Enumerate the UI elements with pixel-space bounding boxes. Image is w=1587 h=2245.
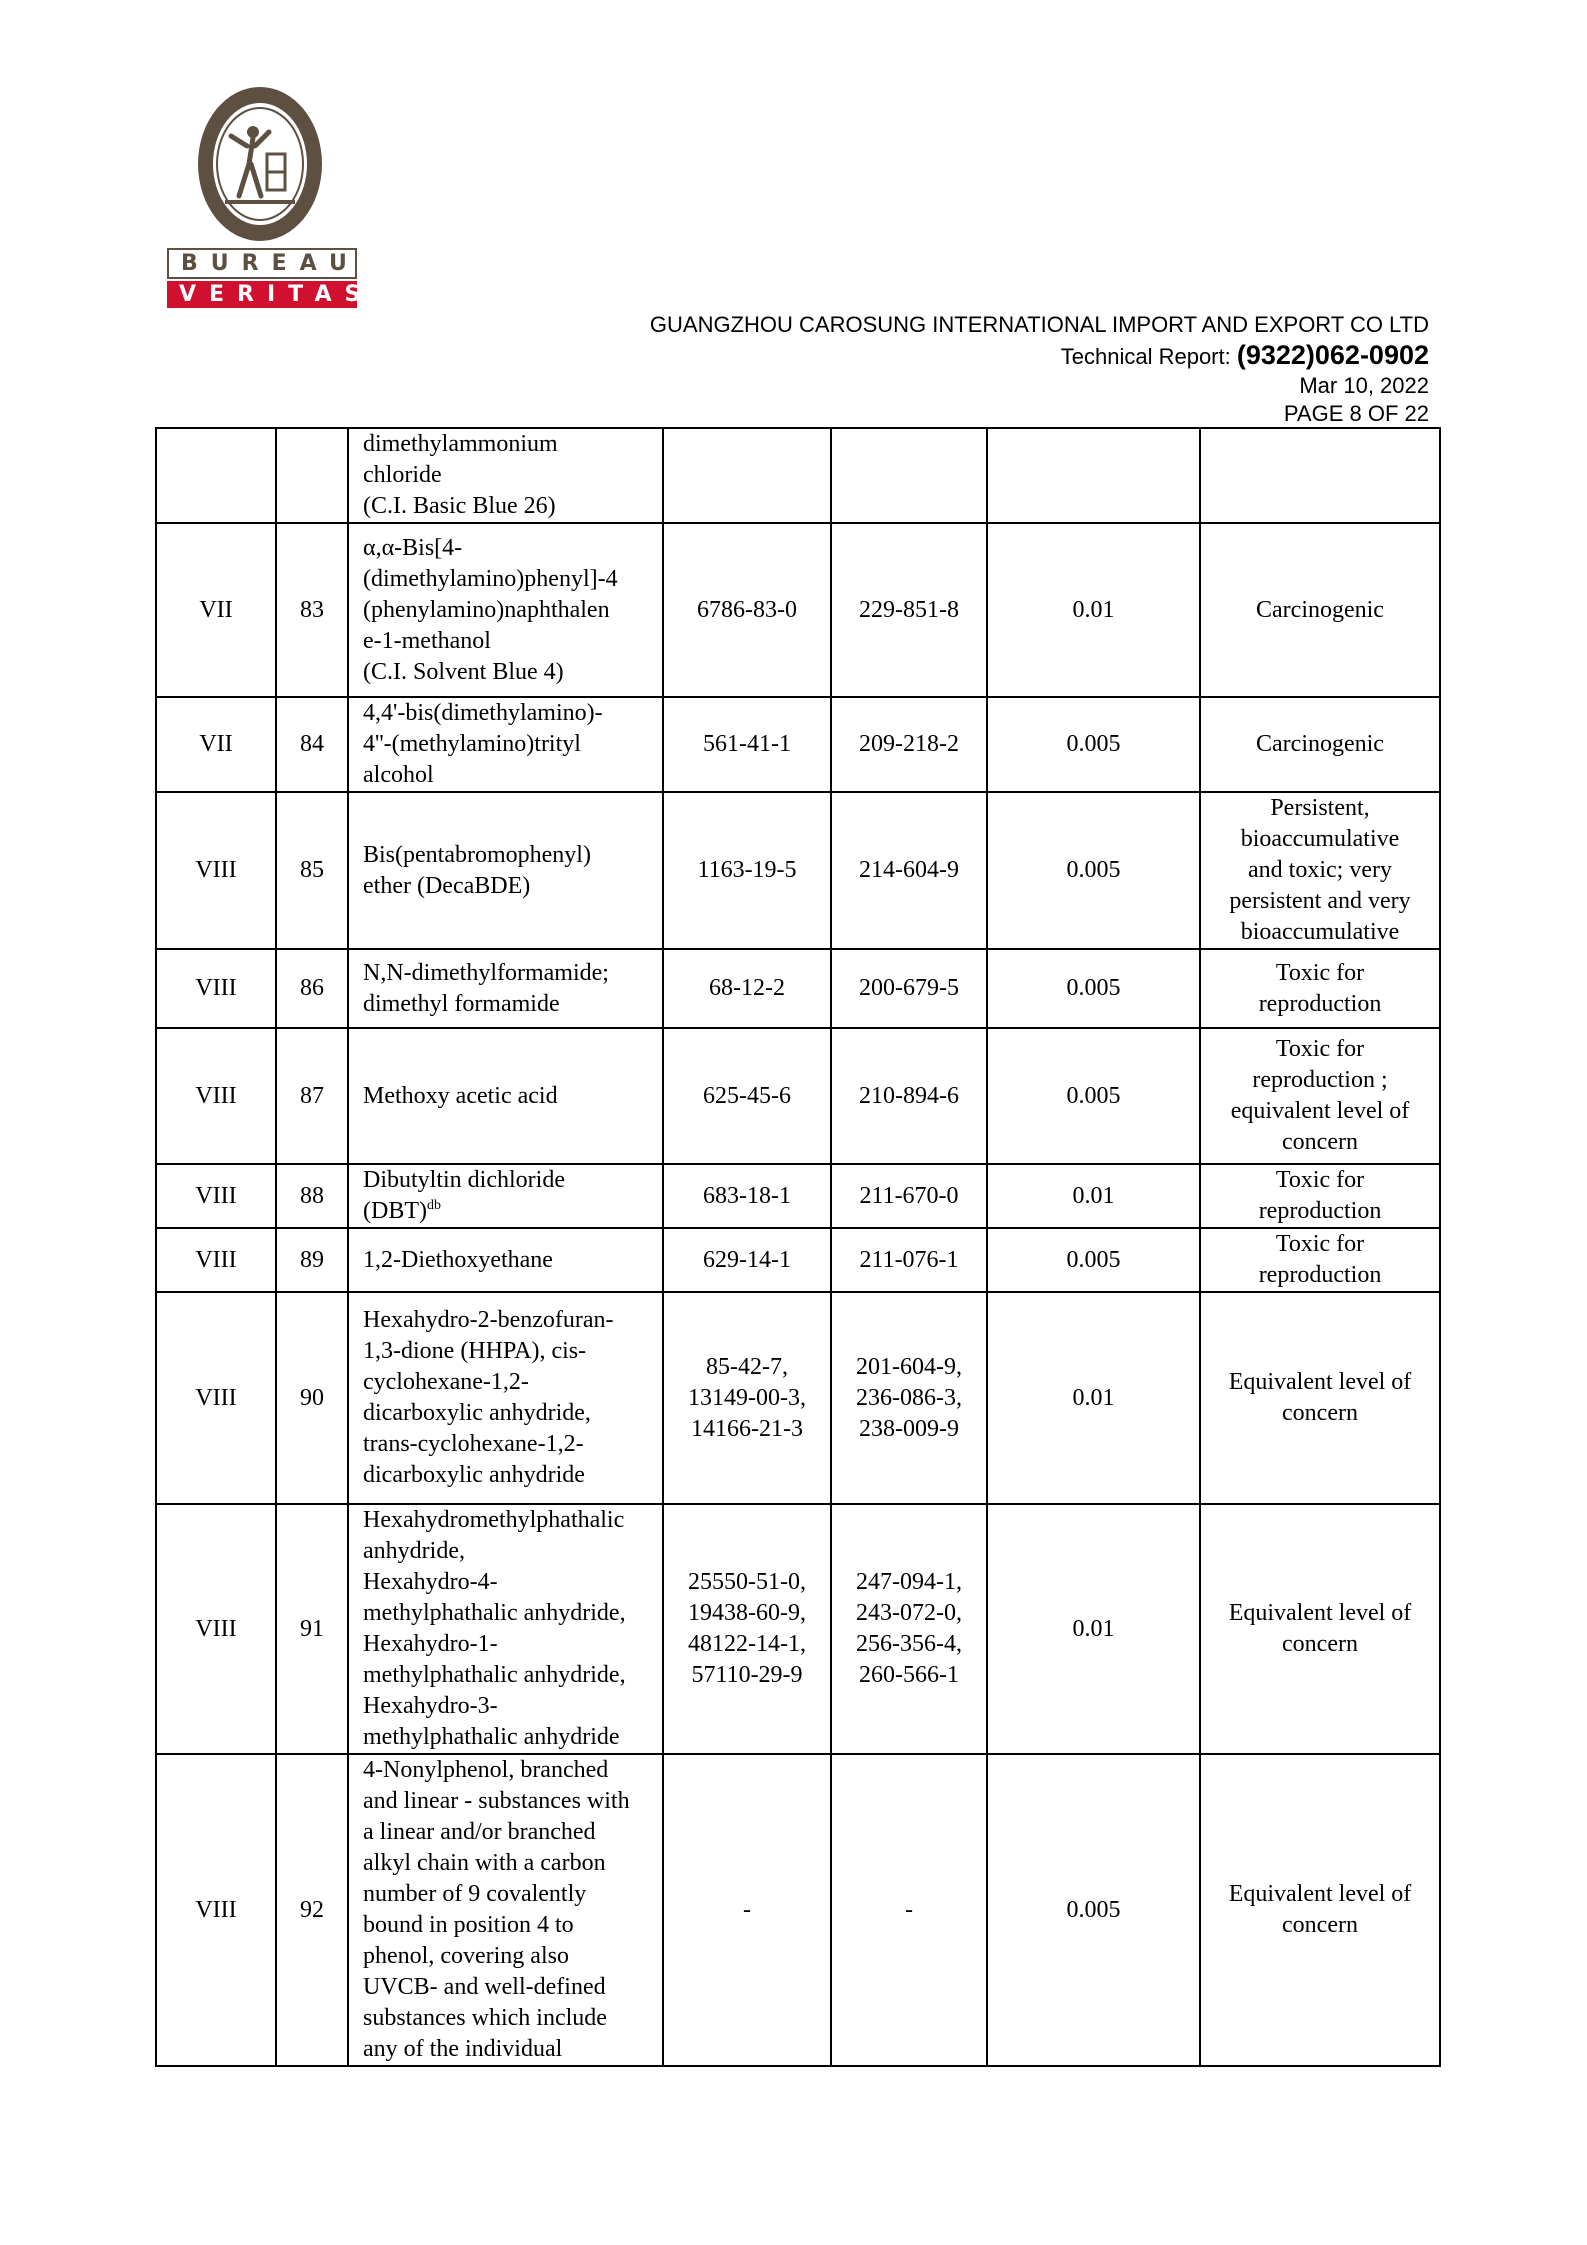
item-number-cell: 89	[276, 1228, 348, 1292]
reason-cell-line: Toxic for	[1275, 959, 1365, 986]
table-row	[156, 1504, 1440, 1754]
substance-name-cell-line: dicarboxylic anhydride,	[363, 1400, 591, 1426]
seal-icon	[195, 84, 325, 244]
substance-name-cell-line: Hexahydro-3-	[363, 1693, 498, 1719]
reason-cell-line: concern	[1282, 1912, 1358, 1938]
annex-group-cell: VIII	[156, 1754, 276, 2066]
report-label: Technical Report:	[1060, 344, 1237, 369]
reason-cell-line: Carcinogenic	[1256, 731, 1384, 757]
cas-number-cell	[663, 1504, 831, 1754]
item-number-cell: 92	[276, 1754, 348, 2066]
substance-name-cell-line: 4,4'-bis(dimethylamino)-	[363, 700, 603, 726]
cas-number-cell-line: 19438-60-9,	[688, 1600, 806, 1626]
annex-group-cell: VIII	[156, 1292, 276, 1504]
item-number-cell: 88	[276, 1164, 348, 1228]
item-number-cell: 84	[276, 697, 348, 792]
table-row	[156, 1754, 1440, 2066]
ec-number-cell-line: 211-076-1	[859, 1246, 959, 1273]
substance-name-cell-line: UVCB- and well-defined	[363, 1974, 606, 2000]
reason-cell-line: bioaccumulative	[1240, 919, 1400, 945]
ec-number-cell-line: 214-604-9	[859, 857, 959, 883]
substance-name-cell-line: any of the individual	[363, 2036, 563, 2062]
substance-name-cell-line: phenol, covering also	[363, 1943, 569, 1969]
reason-cell	[1200, 949, 1440, 1028]
ec-number-cell-line: 238-009-9	[859, 1415, 959, 1442]
substance-table	[155, 427, 1441, 2067]
report-date: Mar 10, 2022	[1299, 373, 1429, 398]
limit-cell: 0.005	[987, 1228, 1200, 1292]
substance-name-cell	[348, 1292, 663, 1504]
table-row	[156, 1164, 1440, 1228]
limit-cell: 0.01	[987, 1504, 1200, 1754]
substance-name-cell-line: Hexahydro-1-	[363, 1631, 498, 1657]
cas-number-cell-line: 68-12-2	[709, 975, 785, 1001]
item-number-cell	[276, 428, 348, 523]
ec-number-cell	[831, 792, 987, 949]
table-row	[156, 697, 1440, 792]
substance-name-cell-line: 1,2-Diethoxyethane	[363, 1246, 553, 1273]
ec-number-cell-line: 229-851-8	[859, 596, 959, 623]
ec-number-cell-line: 256-356-4,	[856, 1631, 962, 1657]
reason-cell-line: bioaccumulative	[1240, 826, 1400, 852]
wordmark-veritas: VERITAS	[167, 281, 357, 308]
substance-name-cell-line: anhydride,	[363, 1538, 465, 1564]
report-header	[650, 310, 1429, 428]
item-number-cell: 87	[276, 1028, 348, 1164]
substance-name-cell-line: number of 9 covalently	[363, 1881, 587, 1907]
cas-number-cell	[663, 428, 831, 523]
substance-name-cell-line: Hexahydromethylphathalic	[363, 1507, 625, 1533]
ec-number-cell	[831, 1228, 987, 1292]
substance-name-cell-line: methylphathalic anhydride,	[363, 1662, 626, 1688]
table-row	[156, 949, 1440, 1028]
annex-group-cell: VIII	[156, 1028, 276, 1164]
substance-name-cell-line: methylphathalic anhydride	[363, 1724, 620, 1750]
cas-number-cell	[663, 1292, 831, 1504]
reason-cell	[1200, 1228, 1440, 1292]
reason-cell-line: Toxic for	[1275, 1167, 1365, 1193]
ec-number-cell	[831, 1504, 987, 1754]
annex-group-cell: VII	[156, 697, 276, 792]
reason-cell-line: concern	[1282, 1129, 1358, 1155]
substance-name-cell-line: (C.I. Solvent Blue 4)	[363, 658, 564, 685]
page-number: PAGE 8 OF 22	[1283, 401, 1429, 426]
wordmark-bureau: BUREAU	[167, 248, 357, 279]
substance-name-cell-line: substances which include	[363, 2005, 607, 2031]
ec-number-cell-line: 247-094-1,	[856, 1569, 962, 1595]
substance-name-cell-line: alcohol	[363, 762, 434, 788]
annex-group-cell: VIII	[156, 949, 276, 1028]
reason-cell-line: and toxic; very	[1248, 857, 1392, 883]
substance-name-cell-line: dimethylammonium	[363, 431, 558, 457]
ec-number-cell	[831, 428, 987, 523]
reason-cell	[1200, 1754, 1440, 2066]
limit-cell: 0.01	[987, 1164, 1200, 1228]
ec-number-cell	[831, 523, 987, 697]
limit-cell: 0.005	[987, 792, 1200, 949]
cas-number-cell-line: 1163-19-5	[697, 857, 797, 883]
substance-name-cell	[348, 1504, 663, 1754]
ec-number-cell	[831, 1292, 987, 1504]
substance-name-cell-line: Methoxy acetic acid	[363, 1082, 558, 1109]
cas-number-cell	[663, 1164, 831, 1228]
cas-number-cell-line: 14166-21-3	[691, 1415, 803, 1442]
substance-name-cell-line: cyclohexane-1,2-	[363, 1369, 529, 1395]
annex-group-cell: VII	[156, 523, 276, 697]
table-row	[156, 523, 1440, 697]
substance-name-cell-line: alkyl chain with a carbon	[363, 1850, 606, 1876]
substance-name-cell-line: α,α-Bis[4-	[363, 534, 463, 561]
table-row	[156, 1028, 1440, 1164]
reason-cell-line: reproduction	[1258, 990, 1382, 1017]
substance-name-cell-line: (dimethylamino)phenyl]-4	[363, 565, 618, 592]
cas-number-cell	[663, 1754, 831, 2066]
substance-name-cell-line: trans-cyclohexane-1,2-	[363, 1431, 584, 1457]
cas-number-cell-line: 683-18-1	[703, 1182, 791, 1209]
reason-cell	[1200, 428, 1440, 523]
cas-number-cell	[663, 1228, 831, 1292]
cas-number-cell-line: 6786-83-0	[697, 596, 797, 623]
reason-cell-line: equivalent level of	[1230, 1098, 1410, 1124]
reason-cell-line: Equivalent level of	[1228, 1369, 1412, 1395]
reason-cell-line: Carcinogenic	[1256, 596, 1384, 623]
cas-number-cell	[663, 949, 831, 1028]
reason-cell	[1200, 1504, 1440, 1754]
ec-number-cell	[831, 1028, 987, 1164]
report-line	[650, 340, 1429, 372]
reason-cell	[1200, 792, 1440, 949]
substance-name-cell-line: (DBT)$^{db}$	[363, 1198, 441, 1224]
reason-cell-line: Toxic for	[1275, 1036, 1365, 1062]
substance-name-cell-line: Bis(pentabromophenyl)	[363, 841, 591, 868]
limit-cell: 0.005	[987, 697, 1200, 792]
ec-number-cell-line: 260-566-1	[859, 1662, 959, 1688]
ec-number-cell-line: 236-086-3,	[856, 1384, 962, 1411]
reason-cell-line: Equivalent level of	[1228, 1881, 1412, 1907]
substance-name-cell-line: dimethyl formamide	[363, 990, 560, 1017]
bureau-veritas-logo	[167, 84, 374, 308]
cas-number-cell-line: 561-41-1	[703, 731, 791, 757]
substance-name-cell	[348, 1754, 663, 2066]
cas-number-cell-line: 625-45-6	[703, 1082, 791, 1109]
ec-number-cell-line: -	[905, 1896, 913, 1923]
substance-name-cell	[348, 1228, 663, 1292]
item-number-cell: 90	[276, 1292, 348, 1504]
cas-number-cell-line: 13149-00-3,	[688, 1384, 806, 1411]
ec-number-cell	[831, 1164, 987, 1228]
ec-number-cell	[831, 1754, 987, 2066]
substance-name-cell	[348, 1028, 663, 1164]
ec-number-cell	[831, 949, 987, 1028]
substance-name-cell-line: Hexahydro-2-benzofuran-	[363, 1307, 614, 1333]
substance-name-cell-line: 4''-(methylamino)trityl	[363, 731, 581, 757]
table-row	[156, 1228, 1440, 1292]
substance-name-cell-line: 1,3-dione (HHPA), cis-	[363, 1338, 587, 1364]
footnote-marker: db	[426, 1198, 441, 1213]
cas-number-cell-line: 85-42-7,	[706, 1353, 788, 1380]
substance-name-cell	[348, 697, 663, 792]
reason-cell-line: concern	[1282, 1400, 1358, 1426]
cas-number-cell-line: -	[743, 1896, 751, 1923]
limit-cell	[987, 428, 1200, 523]
annex-group-cell	[156, 428, 276, 523]
substance-name-cell	[348, 523, 663, 697]
reason-cell-line: concern	[1282, 1631, 1358, 1657]
report-number: (9322)062-0902	[1236, 340, 1429, 370]
cas-number-cell-line: 57110-29-9	[691, 1662, 803, 1688]
substance-name-cell	[348, 428, 663, 523]
substance-name-cell-line: dicarboxylic anhydride	[363, 1462, 585, 1488]
limit-cell: 0.01	[987, 523, 1200, 697]
ec-number-cell-line: 209-218-2	[859, 731, 959, 757]
item-number-cell: 83	[276, 523, 348, 697]
ec-number-cell-line: 200-679-5	[859, 975, 959, 1001]
substance-name-cell-line: chloride	[363, 462, 442, 488]
reason-cell-line: persistent and very	[1229, 888, 1411, 914]
ec-number-cell-line: 201-604-9,	[856, 1353, 962, 1380]
table-row	[156, 792, 1440, 949]
substance-name-cell-line: methylphathalic anhydride,	[363, 1600, 626, 1626]
substance-name-cell-line: a linear and/or branched	[363, 1819, 596, 1845]
substance-name-cell	[348, 949, 663, 1028]
substance-name-cell-line: Hexahydro-4-	[363, 1569, 498, 1595]
limit-cell: 0.005	[987, 949, 1200, 1028]
reason-cell-line: Toxic for	[1275, 1231, 1365, 1257]
company-name: GUANGZHOU CAROSUNG INTERNATIONAL IMPORT AND EXPORT CO LTD	[649, 312, 1429, 337]
substance-name-cell-line: (phenylamino)naphthalen	[363, 596, 610, 623]
ec-number-cell-line: 210-894-6	[859, 1082, 959, 1109]
reason-cell-line: Persistent,	[1270, 795, 1370, 821]
reason-cell	[1200, 523, 1440, 697]
table-row	[156, 1292, 1440, 1504]
substance-name-cell-line: e-1-methanol	[363, 627, 491, 654]
annex-group-cell: VIII	[156, 1228, 276, 1292]
item-number-cell: 91	[276, 1504, 348, 1754]
reason-cell	[1200, 1164, 1440, 1228]
limit-cell: 0.005	[987, 1754, 1200, 2066]
substance-name-cell-line: and linear - substances with	[363, 1788, 630, 1814]
reason-cell-line: reproduction	[1258, 1198, 1382, 1224]
table-row	[156, 428, 1440, 523]
cas-number-cell	[663, 523, 831, 697]
substance-name-cell	[348, 1164, 663, 1228]
limit-cell: 0.01	[987, 1292, 1200, 1504]
annex-group-cell: VIII	[156, 1164, 276, 1228]
cas-number-cell	[663, 697, 831, 792]
reason-cell	[1200, 697, 1440, 792]
substance-name-cell-line: ether (DecaBDE)	[363, 872, 531, 899]
item-number-cell: 85	[276, 792, 348, 949]
cas-number-cell	[663, 792, 831, 949]
limit-cell: 0.005	[987, 1028, 1200, 1164]
ec-number-cell-line: 243-072-0,	[856, 1600, 962, 1626]
ec-number-cell-line: 211-670-0	[859, 1182, 959, 1209]
cas-number-cell-line: 25550-51-0,	[688, 1569, 806, 1595]
cas-number-cell-line: 48122-14-1,	[688, 1631, 806, 1657]
substance-name-cell-line: N,N-dimethylformamide;	[363, 959, 609, 986]
annex-group-cell: VIII	[156, 1504, 276, 1754]
substance-name-cell	[348, 792, 663, 949]
reason-cell	[1200, 1292, 1440, 1504]
reason-cell	[1200, 1028, 1440, 1164]
substance-name-cell-line: 4-Nonylphenol, branched	[363, 1757, 609, 1783]
cas-number-cell-line: 629-14-1	[703, 1246, 791, 1273]
substance-name-cell-line: Dibutyltin dichloride	[363, 1167, 565, 1193]
substance-name-cell-line: (C.I. Basic Blue 26)	[363, 493, 556, 519]
ec-number-cell	[831, 697, 987, 792]
item-number-cell: 86	[276, 949, 348, 1028]
annex-group-cell: VIII	[156, 792, 276, 949]
reason-cell-line: Equivalent level of	[1228, 1600, 1412, 1626]
reason-cell-line: reproduction	[1258, 1262, 1382, 1288]
cas-number-cell	[663, 1028, 831, 1164]
substance-name-cell-line: bound in position 4 to	[363, 1912, 574, 1938]
reason-cell-line: reproduction ;	[1252, 1067, 1388, 1093]
